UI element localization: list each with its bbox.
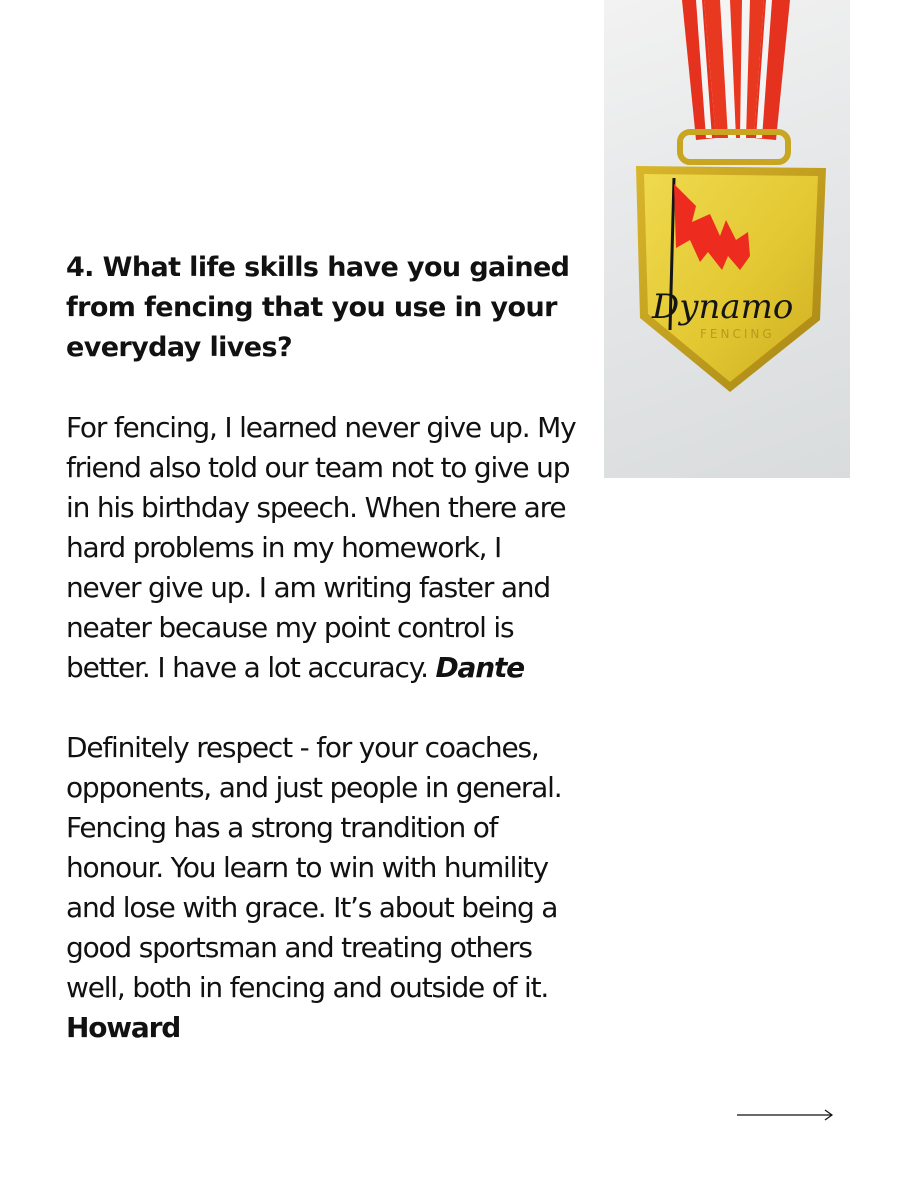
logo-text: Dynamo [652,287,794,327]
answer-text: For fencing, I learned never give up. My friend also told our team not to give up in his birthday speech. When there are hard problems in my homework, I never give up. I am writing faster and neater because my point control is better. I have a lot accuracy. [66,411,576,684]
ribbon [682,0,790,140]
medal-photo [604,0,850,478]
medal-illustration [604,0,850,478]
article-column [66,248,576,1088]
answer-howard [66,728,576,1048]
answer-dante [66,408,576,688]
logo-subtext: FENCING [700,327,775,341]
right-arrow-icon[interactable] [736,1106,836,1124]
question-heading: 4. What life skills have you gained from fencing that you use in your everyday lives? [66,252,570,363]
medal-shield [636,166,826,392]
answer-author: Howard [66,1011,181,1044]
next-page-button[interactable] [736,1106,836,1124]
answer-author: Dante [435,651,524,684]
answer-text: Definitely respect - for your coaches, opponents, and just people in general. Fencing has a strong trandition of honour. You learn to win with humility and lose with grace. It’s about being a good sportsman and treating others well, both in fencing and outside of it. [66,731,562,1004]
